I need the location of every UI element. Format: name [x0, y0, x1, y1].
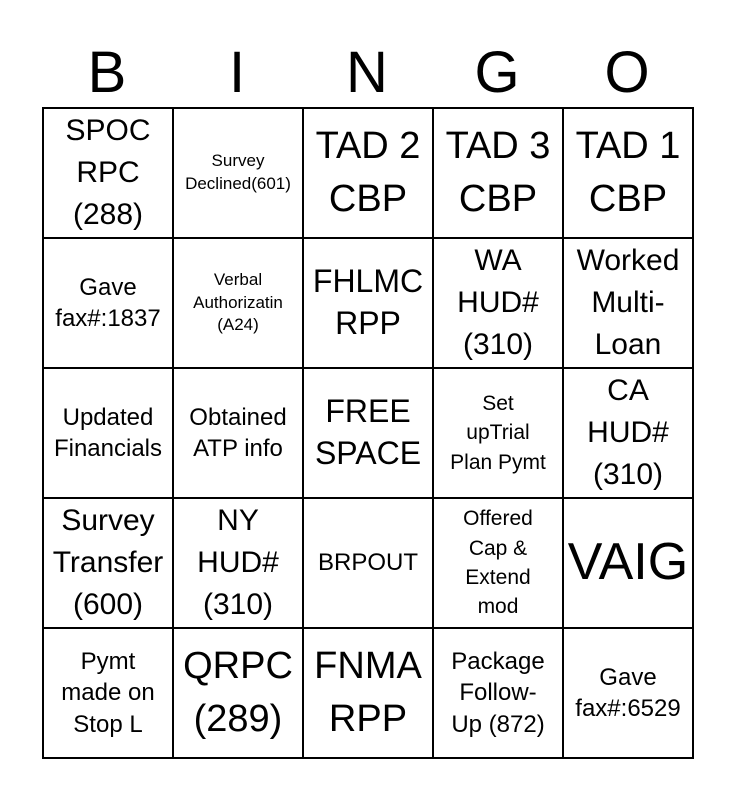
bingo-cell[interactable]: [564, 629, 694, 759]
cell-label: QRPC (289): [183, 644, 293, 740]
header-letter-b: B: [87, 40, 127, 105]
cell-label: Obtained ATP info: [189, 403, 287, 462]
bingo-cell[interactable]: [304, 629, 434, 759]
bingo-cell[interactable]: [174, 239, 304, 369]
bingo-header: [42, 38, 692, 108]
free-space-cell[interactable]: [304, 369, 434, 499]
header-letter-i: I: [228, 40, 246, 105]
cell-label: FREE SPACE: [314, 393, 422, 471]
cell-label: Verbal Authorizatin (A24): [193, 269, 283, 335]
header-letter-n: N: [346, 40, 388, 105]
cell-label: WA HUD# (310): [457, 244, 539, 361]
cell-label: FHLMC RPP: [312, 263, 424, 341]
cell-label: SPOC RPC (288): [65, 114, 151, 231]
bingo-cell[interactable]: [434, 629, 564, 759]
cell-label: VAIG: [567, 533, 689, 592]
bingo-cell[interactable]: [174, 499, 304, 629]
bingo-cell[interactable]: [564, 369, 694, 499]
cell-label: NY HUD# (310): [197, 504, 279, 621]
cell-label: Gave fax#:6529: [575, 663, 681, 722]
bingo-cell[interactable]: [434, 239, 564, 369]
cell-label: TAD 1 CBP: [575, 124, 681, 220]
cell-label: Worked Multi- Loan: [576, 244, 680, 361]
bingo-cell[interactable]: [304, 499, 434, 629]
bingo-cell[interactable]: [304, 239, 434, 369]
cell-label: TAD 3 CBP: [445, 124, 551, 220]
cell-label: TAD 2 CBP: [315, 124, 421, 220]
bingo-cell[interactable]: [434, 499, 564, 629]
bingo-cell[interactable]: [44, 499, 174, 629]
bingo-cell[interactable]: [434, 369, 564, 499]
bingo-cell[interactable]: [564, 239, 694, 369]
bingo-cell[interactable]: [564, 109, 694, 239]
bingo-cell[interactable]: [174, 109, 304, 239]
cell-label: Survey Transfer (600): [52, 504, 164, 621]
bingo-cell[interactable]: [174, 369, 304, 499]
cell-label: Package Follow- Up (872): [451, 648, 545, 738]
header-letter-o: O: [604, 40, 650, 105]
bingo-cell[interactable]: [304, 109, 434, 239]
cell-label: Survey Declined(601): [185, 151, 291, 193]
cell-label: Set upTrial Plan Pymt: [450, 391, 546, 474]
bingo-cell[interactable]: [44, 239, 174, 369]
cell-label: Offered Cap & Extend mod: [463, 507, 533, 619]
bingo-cell[interactable]: [434, 109, 564, 239]
cell-label: Updated Financials: [53, 403, 163, 462]
cell-label: FNMA RPP: [314, 644, 422, 740]
bingo-cell[interactable]: [44, 369, 174, 499]
bingo-cell[interactable]: [564, 499, 694, 629]
bingo-cell[interactable]: [174, 629, 304, 759]
cell-label: CA HUD# (310): [587, 374, 669, 491]
header-letter-g: G: [474, 40, 520, 105]
cell-label: BRPOUT: [317, 549, 418, 577]
bingo-board: [42, 107, 694, 759]
cell-label: Gave fax#:1837: [55, 273, 161, 332]
bingo-cell[interactable]: [44, 629, 174, 759]
bingo-cell[interactable]: [44, 109, 174, 239]
cell-label: Pymt made on Stop L: [61, 648, 155, 738]
